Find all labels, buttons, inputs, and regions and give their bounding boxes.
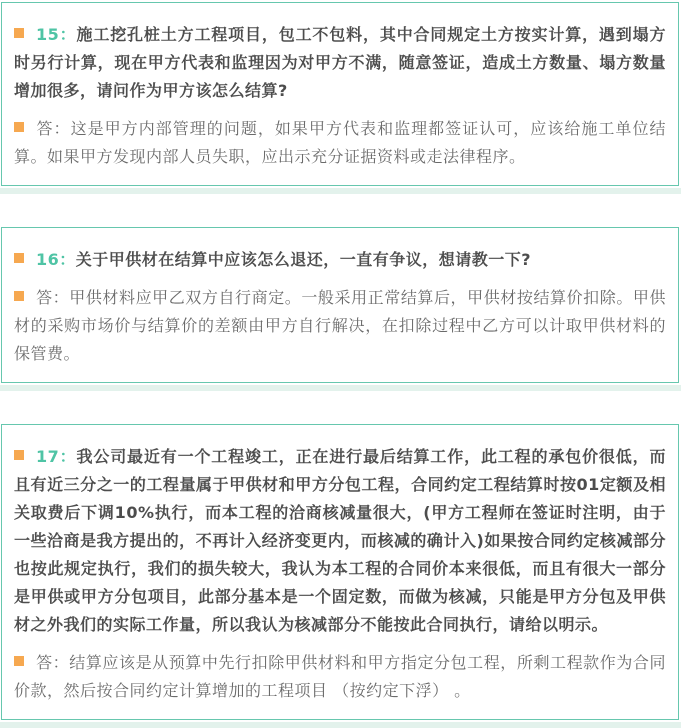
answer-paragraph: [14, 115, 666, 171]
question-bullet-icon: [14, 28, 24, 38]
question-number: 15：: [36, 25, 77, 44]
answer-bullet-icon: [14, 656, 24, 666]
qa-card-16: [1, 227, 679, 383]
question-text: 关于甲供材在结算中应该怎么退还，一直有争议，想请教一下?: [75, 250, 532, 269]
question-text: 我公司最近有一个工程竣工，正在进行最后结算工作，此工程的承包价很低，而且有近三分之一的工程量属于甲供材和甲方分包工程，合同约定工程结算时按01定额及相关取费后下调10%执行，而本工程的洽商核减量很大，(甲方工程师在签证时注明，由于一些洽商是我方提出的，不再计入经济变更内，而核减的确计入)如果按合同约定核减部分也按此规定执行，我们的损失较大，我认为本工程的合同价本来很低，而且有很大一部分是甲供或甲方分包项目，此部分基本是一个固定数，而做为核减，只能是甲方分包及甲供材之外我们的实际工作量，所以我认为核减部分不能按此合同执行，请给以明示。: [14, 447, 666, 634]
separator-band: [0, 188, 681, 194]
answer-text: 结算应该是从预算中先行扣除甲供材料和甲方指定分包工程，所剩工程款作为合同价款，然后按合同约定计算增加的工程项目 （按约定下浮） 。: [14, 653, 666, 700]
answer-bullet-icon: [14, 291, 24, 301]
answer-text: 这是甲方内部管理的问题，如果甲方代表和监理都签证认可，应该给施工单位结算。如果甲方发现内部人员失职，应出示充分证据资料或走法律程序。: [14, 119, 666, 166]
answer-text: 甲供材料应甲乙双方自行商定。一般采用正常结算后，甲供材按结算价扣除。甲供材的采购市场价与结算价的差额由甲方自行解决，在扣除过程中乙方可以计取甲供材料的保管费。: [14, 288, 666, 363]
question-number: 17：: [36, 447, 77, 466]
separator-band: [0, 722, 681, 728]
question-bullet-icon: [14, 253, 24, 263]
qa-card-17: [1, 424, 679, 720]
answer-label: 答：: [36, 653, 70, 672]
answer-paragraph: [14, 284, 666, 368]
question-paragraph: [14, 21, 666, 105]
answer-label: 答：: [36, 288, 70, 307]
question-bullet-icon: [14, 450, 24, 460]
question-number: 16：: [36, 250, 76, 269]
qa-list: [0, 2, 681, 728]
question-paragraph: [14, 246, 666, 274]
question-paragraph: [14, 443, 666, 639]
answer-label: 答：: [36, 119, 71, 138]
answer-paragraph: [14, 649, 666, 705]
separator-band: [0, 385, 681, 391]
answer-bullet-icon: [14, 122, 24, 132]
qa-card-15: [1, 2, 679, 186]
question-text: 施工挖孔桩土方工程项目，包工不包料，其中合同规定土方按实计算，遇到塌方时另行计算，现在甲方代表和监理因为对甲方不满，随意签证，造成土方数量、塌方数量增加很多，请问作为甲方该怎么结算?: [14, 25, 666, 100]
